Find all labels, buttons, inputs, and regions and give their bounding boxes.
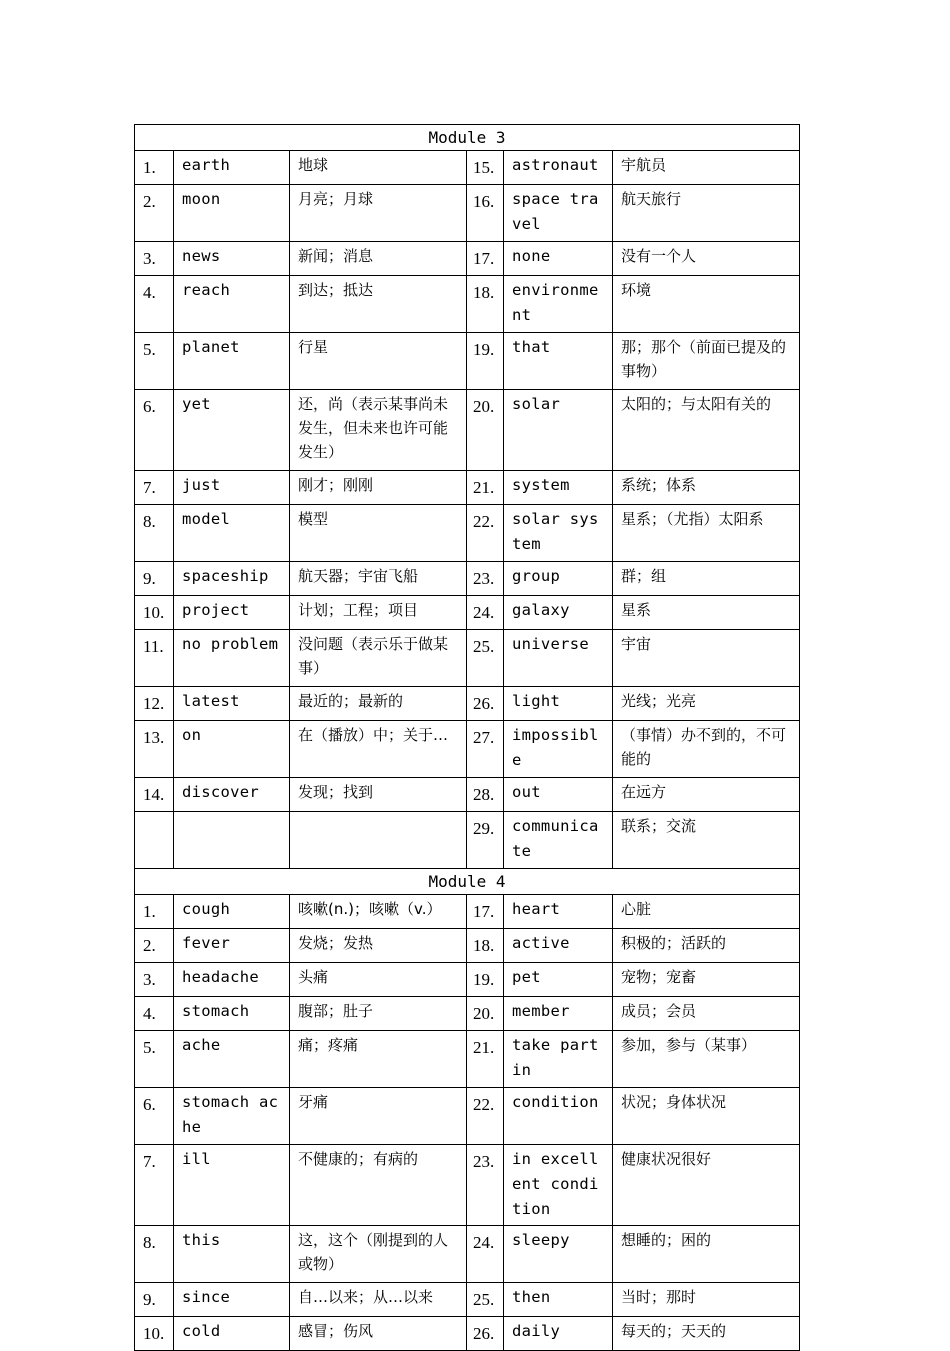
entry-number: 29. (467, 812, 504, 869)
entry-word: stomach ache (174, 1088, 290, 1145)
entry-meaning: 不健康的；有病的 (290, 1145, 467, 1226)
entry-number: 9. (135, 562, 174, 596)
vocab-row (135, 1317, 800, 1351)
entry-number: 20. (467, 390, 504, 471)
entry-word: spaceship (174, 562, 290, 596)
entry-word: on (174, 721, 290, 778)
entry-word: universe (504, 630, 613, 687)
entry-number: 5. (135, 333, 174, 390)
vocab-row (135, 505, 800, 562)
entry-word: system (504, 471, 613, 505)
entry-word: active (504, 929, 613, 963)
entry-meaning: 系统；体系 (613, 471, 800, 505)
entry-meaning: 联系；交流 (613, 812, 800, 869)
module-header-row (135, 125, 800, 151)
entry-word: none (504, 242, 613, 276)
entry-word: latest (174, 687, 290, 721)
entry-meaning: 宇宙 (613, 630, 800, 687)
entry-word: in excellent condition (504, 1145, 613, 1226)
entry-word: earth (174, 151, 290, 185)
entry-meaning: 在（播放）中；关于… (290, 721, 467, 778)
entry-word: daily (504, 1317, 613, 1351)
entry-number: 6. (135, 1088, 174, 1145)
entry-meaning: 光线；光亮 (613, 687, 800, 721)
vocab-row (135, 333, 800, 390)
entry-number: 23. (467, 1145, 504, 1226)
entry-word: ill (174, 1145, 290, 1226)
entry-number: 4. (135, 997, 174, 1031)
entry-word: stomach (174, 997, 290, 1031)
vocab-row (135, 471, 800, 505)
entry-word: member (504, 997, 613, 1031)
entry-number: 3. (135, 242, 174, 276)
entry-word: environment (504, 276, 613, 333)
entry-meaning: 最近的；最新的 (290, 687, 467, 721)
entry-word: galaxy (504, 596, 613, 630)
vocab-row (135, 390, 800, 471)
entry-meaning: 牙痛 (290, 1088, 467, 1145)
vocab-row (135, 276, 800, 333)
entry-word: moon (174, 185, 290, 242)
entry-number: 18. (467, 929, 504, 963)
entry-number: 4. (135, 276, 174, 333)
entry-word: news (174, 242, 290, 276)
module-header-row (135, 869, 800, 895)
entry-number: 2. (135, 185, 174, 242)
vocab-row (135, 812, 800, 869)
entry-meaning: 刚才；刚刚 (290, 471, 467, 505)
entry-meaning: 没有一个人 (613, 242, 800, 276)
entry-meaning: 状况；身体状况 (613, 1088, 800, 1145)
vocab-row (135, 1226, 800, 1283)
entry-number: 24. (467, 596, 504, 630)
entry-number: 1. (135, 895, 174, 929)
module-title: Module 4 (135, 869, 800, 895)
vocab-row (135, 997, 800, 1031)
entry-meaning: 到达；抵达 (290, 276, 467, 333)
vocab-row (135, 562, 800, 596)
entry-number: 19. (467, 963, 504, 997)
entry-word: yet (174, 390, 290, 471)
entry-word: no problem (174, 630, 290, 687)
entry-word: discover (174, 778, 290, 812)
entry-word: space travel (504, 185, 613, 242)
entry-number: 3. (135, 963, 174, 997)
vocab-row (135, 895, 800, 929)
vocab-row (135, 1145, 800, 1226)
entry-meaning: （事情）办不到的，不可能的 (613, 721, 800, 778)
vocab-row (135, 778, 800, 812)
entry-meaning: 在远方 (613, 778, 800, 812)
entry-word: reach (174, 276, 290, 333)
entry-number: 10. (135, 1317, 174, 1351)
entry-meaning: 星系；（尤指）太阳系 (613, 505, 800, 562)
entry-word: planet (174, 333, 290, 390)
vocab-row (135, 596, 800, 630)
entry-meaning: 还，尚（表示某事尚未发生，但未来也许可能发生） (290, 390, 467, 471)
entry-word: cough (174, 895, 290, 929)
vocab-row (135, 630, 800, 687)
entry-meaning: 那；那个（前面已提及的事物） (613, 333, 800, 390)
entry-word: astronaut (504, 151, 613, 185)
entry-meaning: 行星 (290, 333, 467, 390)
vocab-row (135, 963, 800, 997)
entry-number: 16. (467, 185, 504, 242)
entry-meaning: 发现；找到 (290, 778, 467, 812)
vocab-row (135, 687, 800, 721)
entry-meaning: 参加，参与（某事） (613, 1031, 800, 1088)
entry-word: communicate (504, 812, 613, 869)
entry-number: 28. (467, 778, 504, 812)
entry-word: group (504, 562, 613, 596)
entry-meaning: 地球 (290, 151, 467, 185)
entry-number: 11. (135, 630, 174, 687)
entry-number: 18. (467, 276, 504, 333)
entry-word: pet (504, 963, 613, 997)
entry-meaning: 积极的；活跃的 (613, 929, 800, 963)
entry-word: fever (174, 929, 290, 963)
vocab-row (135, 1283, 800, 1317)
entry-meaning: 航天旅行 (613, 185, 800, 242)
entry-meaning: 模型 (290, 505, 467, 562)
entry-number: 27. (467, 721, 504, 778)
entry-number: 13. (135, 721, 174, 778)
entry-number: 21. (467, 1031, 504, 1088)
entry-meaning: 心脏 (613, 895, 800, 929)
entry-number: 25. (467, 1283, 504, 1317)
entry-word: headache (174, 963, 290, 997)
entry-meaning: 环境 (613, 276, 800, 333)
entry-meaning: 航天器；宇宙飞船 (290, 562, 467, 596)
entry-word: cold (174, 1317, 290, 1351)
entry-word: light (504, 687, 613, 721)
module-title: Module 3 (135, 125, 800, 151)
entry-number (135, 812, 174, 869)
entry-meaning: 每天的；天天的 (613, 1317, 800, 1351)
vocab-row (135, 1031, 800, 1088)
entry-meaning: 自…以来；从…以来 (290, 1283, 467, 1317)
vocab-row (135, 929, 800, 963)
entry-number: 26. (467, 687, 504, 721)
entry-word: take part in (504, 1031, 613, 1088)
entry-meaning: 星系 (613, 596, 800, 630)
vocab-row (135, 151, 800, 185)
entry-meaning: 头痛 (290, 963, 467, 997)
entry-meaning: 没问题（表示乐于做某事） (290, 630, 467, 687)
entry-meaning (290, 812, 467, 869)
entry-meaning: 计划；工程；项目 (290, 596, 467, 630)
entry-number: 17. (467, 895, 504, 929)
entry-word (174, 812, 290, 869)
entry-meaning: 感冒；伤风 (290, 1317, 467, 1351)
entry-number: 10. (135, 596, 174, 630)
entry-word: out (504, 778, 613, 812)
entry-word: condition (504, 1088, 613, 1145)
entry-meaning: 这，这个（刚提到的人或物） (290, 1226, 467, 1283)
entry-number: 22. (467, 1088, 504, 1145)
entry-meaning: 发烧；发热 (290, 929, 467, 963)
vocab-row (135, 242, 800, 276)
entry-meaning: 新闻；消息 (290, 242, 467, 276)
entry-meaning: 想睡的；困的 (613, 1226, 800, 1283)
entry-word: ache (174, 1031, 290, 1088)
entry-meaning: 宠物；宠畜 (613, 963, 800, 997)
entry-meaning: 健康状况很好 (613, 1145, 800, 1226)
entry-number: 7. (135, 1145, 174, 1226)
entry-number: 8. (135, 505, 174, 562)
entry-number: 12. (135, 687, 174, 721)
entry-word: heart (504, 895, 613, 929)
entry-word: this (174, 1226, 290, 1283)
entry-meaning: 当时；那时 (613, 1283, 800, 1317)
entry-number: 6. (135, 390, 174, 471)
vocab-row (135, 185, 800, 242)
entry-number: 24. (467, 1226, 504, 1283)
entry-number: 17. (467, 242, 504, 276)
entry-word: model (174, 505, 290, 562)
entry-meaning: 咳嗽(n.)；咳嗽（v.） (290, 895, 467, 929)
entry-number: 22. (467, 505, 504, 562)
entry-number: 2. (135, 929, 174, 963)
entry-word: just (174, 471, 290, 505)
entry-word: solar system (504, 505, 613, 562)
entry-meaning: 成员；会员 (613, 997, 800, 1031)
entry-number: 7. (135, 471, 174, 505)
entry-number: 19. (467, 333, 504, 390)
entry-word: then (504, 1283, 613, 1317)
entry-meaning: 太阳的；与太阳有关的 (613, 390, 800, 471)
entry-meaning: 痛；疼痛 (290, 1031, 467, 1088)
entry-word: solar (504, 390, 613, 471)
entry-meaning: 腹部；肚子 (290, 997, 467, 1031)
entry-number: 21. (467, 471, 504, 505)
vocabulary-table (134, 124, 800, 1351)
entry-number: 25. (467, 630, 504, 687)
entry-number: 5. (135, 1031, 174, 1088)
entry-number: 1. (135, 151, 174, 185)
entry-meaning: 群；组 (613, 562, 800, 596)
entry-word: project (174, 596, 290, 630)
entry-meaning: 宇航员 (613, 151, 800, 185)
entry-number: 15. (467, 151, 504, 185)
entry-number: 20. (467, 997, 504, 1031)
entry-meaning: 月亮；月球 (290, 185, 467, 242)
entry-word: impossible (504, 721, 613, 778)
entry-number: 14. (135, 778, 174, 812)
vocab-row (135, 721, 800, 778)
entry-word: sleepy (504, 1226, 613, 1283)
entry-number: 26. (467, 1317, 504, 1351)
entry-word: that (504, 333, 613, 390)
entry-number: 9. (135, 1283, 174, 1317)
entry-number: 23. (467, 562, 504, 596)
entry-word: since (174, 1283, 290, 1317)
entry-number: 8. (135, 1226, 174, 1283)
vocab-row (135, 1088, 800, 1145)
